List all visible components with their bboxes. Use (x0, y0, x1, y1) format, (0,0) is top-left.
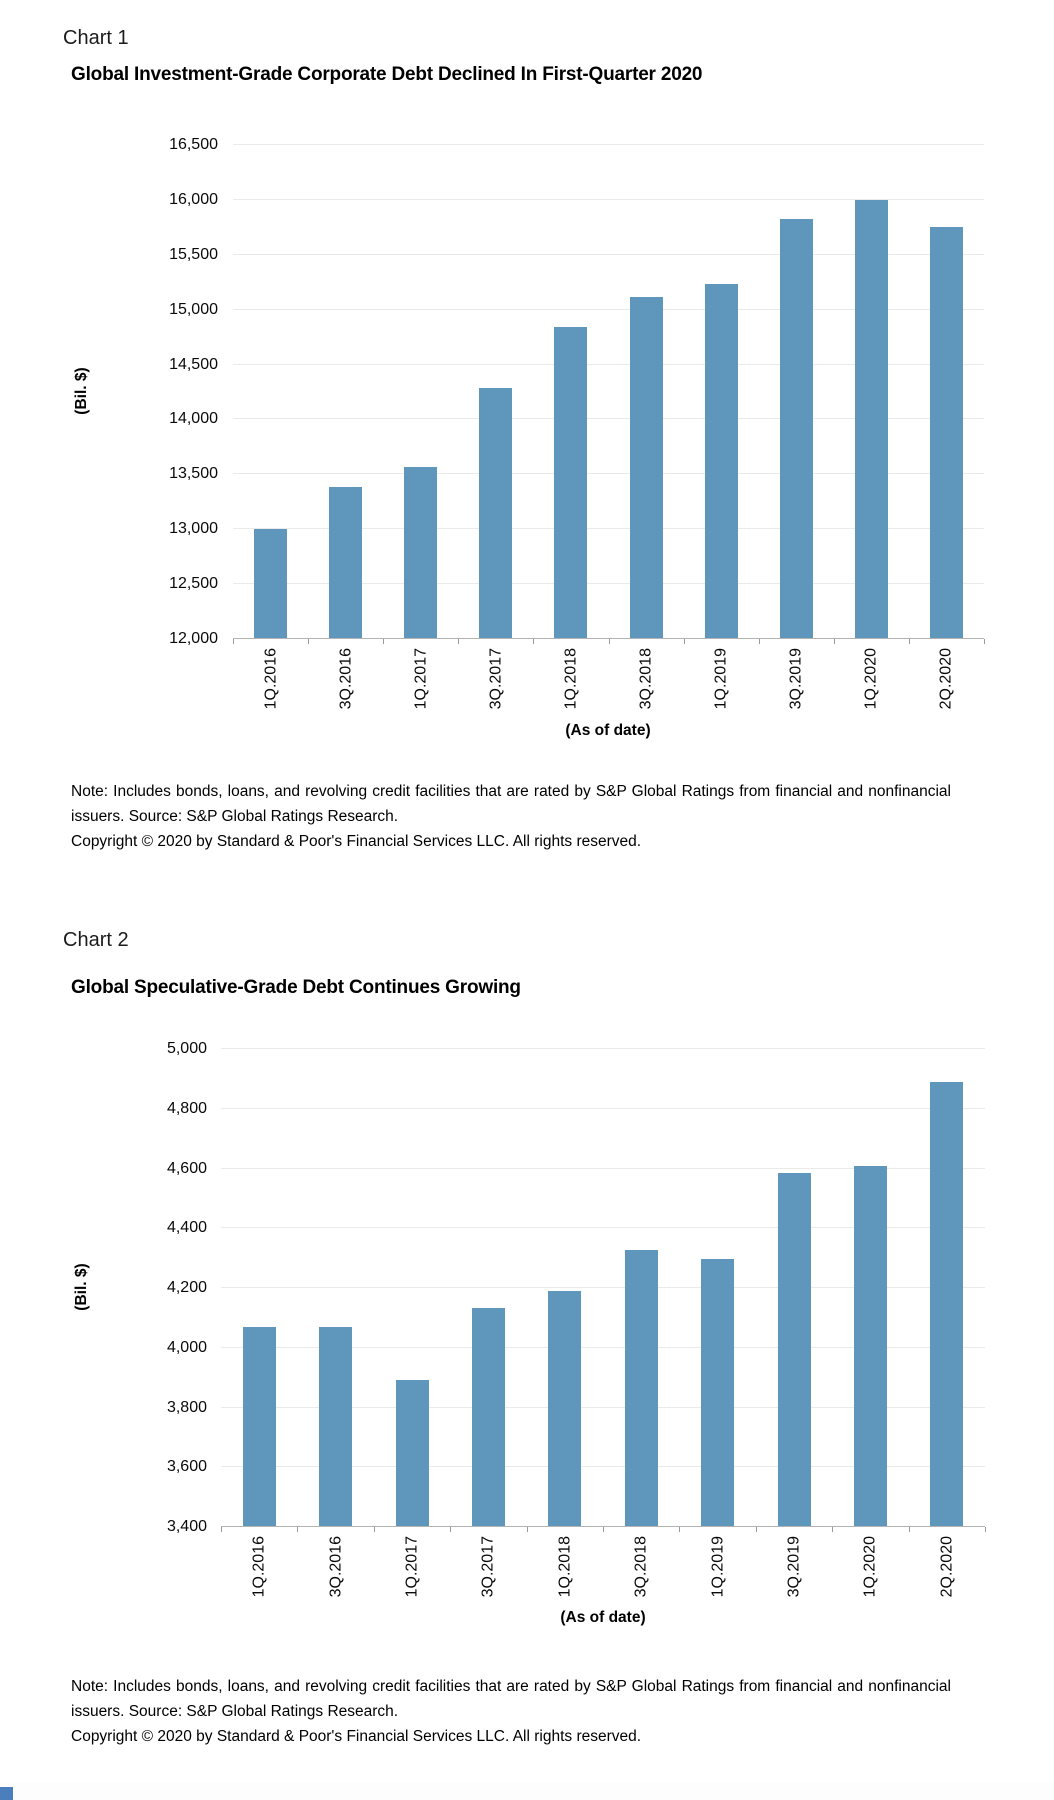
chart-2-title: Global Speculative-Grade Debt Continues Growing (71, 977, 521, 998)
bar-1Q.2020 (854, 1166, 887, 1526)
x-axis-tick (450, 1527, 451, 1532)
bar-3Q.2019 (778, 1173, 811, 1526)
y-tick-label: 4,800 (166, 1099, 207, 1117)
y-tick-label: 4,600 (166, 1159, 207, 1177)
chart-2-label: Chart 2 (63, 929, 129, 951)
x-tick-label: 2Q.2020 (937, 648, 955, 710)
x-tick-label: 3Q.2018 (632, 1536, 650, 1598)
y-tick-label: 15,500 (169, 245, 218, 263)
y-tick-label: 14,000 (169, 410, 218, 428)
bar-2Q.2020 (930, 1082, 963, 1526)
x-tick-label: 3Q.2018 (637, 648, 655, 710)
x-tick-label: 1Q.2017 (412, 648, 430, 710)
y-tick-label: 3,800 (166, 1398, 207, 1416)
y-tick-label: 13,500 (169, 465, 218, 483)
y-gridline (221, 1048, 985, 1049)
x-tick-label: 3Q.2017 (479, 1536, 497, 1598)
bar-3Q.2018 (625, 1250, 658, 1526)
x-axis-tick (374, 1527, 375, 1532)
chart-2-copyright-text: Copyright © 2020 by Standard & Poor's Financial Services LLC. All rights reserved. (71, 1728, 642, 1745)
x-tick-label: 3Q.2016 (327, 1536, 345, 1598)
bar-1Q.2017 (396, 1380, 429, 1526)
x-tick-label: 1Q.2016 (250, 1536, 268, 1598)
page-corner-accent (0, 1787, 13, 1800)
y-tick-label: 5,000 (166, 1040, 207, 1057)
y-tick-label: 3,400 (166, 1518, 207, 1535)
chart-1-title: Global Investment-Grade Corporate Debt Declined In First-Quarter 2020 (71, 64, 703, 85)
x-axis-tick (603, 1527, 604, 1532)
y-tick-label: 12,000 (169, 630, 218, 647)
x-axis-tick (221, 1527, 222, 1532)
chart-2-note-text: Note: Includes bonds, loans, and revolving credit facilities that are rated by S&P Global Ratings from financial and nonfinancial issuers. Source: S&P Global Ratings Research. (71, 1678, 951, 1720)
x-tick-label: 3Q.2017 (487, 648, 505, 710)
bar-3Q.2016 (319, 1327, 352, 1526)
chart-2-note (71, 1674, 951, 1749)
x-tick-label: 1Q.2018 (562, 648, 580, 710)
y-tick-label: 16,500 (169, 136, 218, 153)
chart-1-copyright-text: Copyright © 2020 by Standard & Poor's Financial Services LLC. All rights reserved. (71, 833, 642, 850)
x-tick-label: 1Q.2018 (556, 1536, 574, 1598)
y-tick-label: 4,000 (166, 1338, 207, 1356)
y-gridline (221, 1108, 985, 1109)
y-tick-label: 4,400 (166, 1219, 207, 1237)
bar-1Q.2019 (701, 1259, 734, 1526)
x-tick-label: 2Q.2020 (938, 1536, 956, 1598)
bar-1Q.2016 (243, 1327, 276, 1526)
x-tick-label: 3Q.2019 (785, 1536, 803, 1598)
y-tick-label: 4,200 (166, 1279, 207, 1296)
chart-1-label: Chart 1 (63, 27, 129, 49)
chart-2-x-axis-title: (As of date) (560, 1609, 646, 1626)
y-tick-label: 14,500 (169, 355, 218, 373)
x-tick-label: 1Q.2016 (262, 648, 280, 710)
y-tick-label: 13,000 (169, 520, 218, 538)
page-bottom-band (0, 1783, 1054, 1800)
x-axis-tick (985, 1527, 986, 1532)
y-tick-label: 16,000 (169, 190, 218, 208)
y-tick-label: 12,500 (169, 575, 218, 593)
x-tick-label: 1Q.2020 (861, 1536, 879, 1598)
y-tick-label: 15,000 (169, 300, 218, 318)
x-tick-label: 1Q.2019 (712, 648, 730, 710)
x-axis-tick (527, 1527, 528, 1532)
bar-3Q.2017 (472, 1308, 505, 1526)
chart-1-note-text: Note: Includes bonds, loans, and revolving credit facilities that are rated by S&P Global Ratings from financial and nonfinancial issuers. Source: S&P Global Ratings Research. (71, 783, 951, 825)
x-tick-label: 1Q.2017 (403, 1536, 421, 1598)
x-axis-tick (909, 1527, 910, 1532)
chart-1-y-axis-title: (Bil. $) (73, 367, 90, 415)
x-tick-label: 1Q.2020 (862, 648, 880, 710)
x-axis-tick (679, 1527, 680, 1532)
x-tick-label: 1Q.2019 (709, 1536, 727, 1598)
x-axis-tick (832, 1527, 833, 1532)
x-tick-label: 3Q.2016 (337, 648, 355, 710)
y-tick-label: 3,600 (166, 1458, 207, 1476)
x-axis-tick (297, 1527, 298, 1532)
x-axis-tick (756, 1527, 757, 1532)
chart-1-x-axis-title: (As of date) (565, 722, 651, 739)
chart-2-y-axis-title: (Bil. $) (73, 1263, 90, 1311)
bar-1Q.2018 (548, 1291, 581, 1526)
x-tick-label: 3Q.2019 (787, 648, 805, 710)
